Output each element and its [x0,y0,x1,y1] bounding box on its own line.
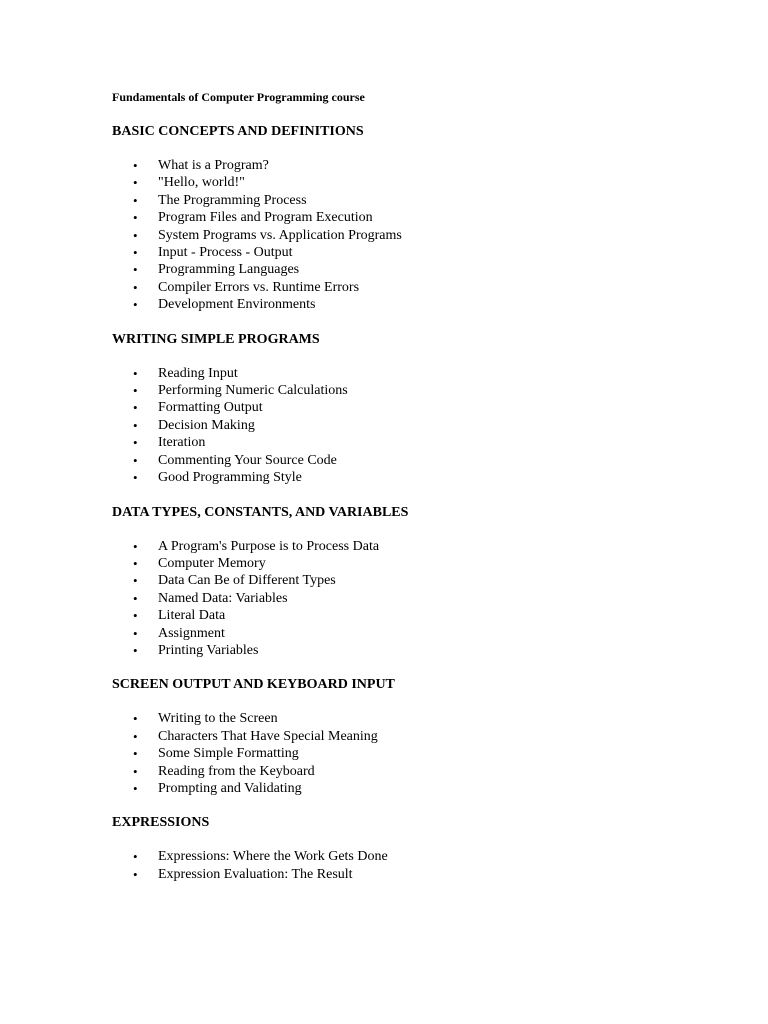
list-item [112,209,732,226]
section-heading: DATA TYPES, CONSTANTS, AND VARIABLES [112,504,409,520]
list-item [112,227,732,244]
bullet-icon: • [133,417,138,433]
list-item-text: Computer Memory [158,555,266,571]
list-item [112,763,732,780]
list-item-text: The Programming Process [158,192,307,208]
bullet-list [112,848,732,883]
list-item-text: Data Can Be of Different Types [158,573,336,589]
bullet-icon: • [133,297,138,313]
section-heading: BASIC CONCEPTS AND DEFINITIONS [112,124,364,139]
bullet-icon: • [133,555,138,571]
section-container [112,123,732,883]
list-item [112,399,732,416]
list-item-text: Reading Input [158,365,238,381]
list-item [112,434,732,451]
list-item-text: Formatting Output [158,400,263,416]
list-item-text: Performing Numeric Calculations [158,383,348,399]
list-item [112,452,732,469]
bullet-icon: • [133,746,138,762]
list-item-text: Prompting and Validating [158,780,302,796]
bullet-icon: • [133,452,138,468]
list-item-text: Programming Languages [158,262,300,278]
section-heading: WRITING SIMPLE PROGRAMS [112,331,320,347]
bullet-icon: • [133,642,138,658]
list-item [112,848,732,865]
section [112,123,732,314]
section [112,676,732,797]
list-item [112,192,732,209]
list-item [112,157,732,174]
list-item-text: "Hello, world!" [158,175,245,191]
list-item [112,555,732,572]
bullet-list [112,157,732,314]
bullet-icon: • [133,866,138,882]
bullet-icon: • [133,711,138,727]
section [112,814,732,883]
list-item [112,710,732,727]
list-item-text: What is a Program? [158,158,269,173]
list-item-text: System Programs vs. Application Programs [158,227,402,243]
bullet-icon: • [133,279,138,295]
bullet-icon: • [133,780,138,796]
section [112,331,732,487]
bullet-list [112,538,732,660]
list-item-text: Writing to the Screen [158,711,278,727]
list-item-text: Named Data: Variables [158,590,288,606]
section-heading: EXPRESSIONS [112,815,210,831]
list-item [112,625,732,642]
bullet-list [112,710,732,797]
document-page [112,89,732,900]
document-title: Fundamentals of Computer Programming course [112,90,365,104]
bullet-icon: • [133,573,138,589]
list-item-text: Some Simple Formatting [158,746,299,762]
bullet-icon: • [133,538,138,554]
list-item [112,296,732,313]
bullet-icon: • [133,400,138,416]
list-item [112,261,732,278]
list-item [112,382,732,399]
bullet-icon: • [133,262,138,278]
bullet-icon: • [133,365,138,381]
list-item-text: Development Environments [158,297,316,313]
bullet-list [112,365,732,487]
list-item-text: Good Programming Style [158,470,302,486]
list-item [112,745,732,762]
list-item-text: Assignment [158,625,225,641]
list-item [112,590,732,607]
bullet-icon: • [133,470,138,486]
list-item [112,174,732,191]
list-item [112,780,732,797]
list-item-text: Decision Making [158,417,255,433]
bullet-icon: • [133,210,138,226]
bullet-icon: • [133,158,138,173]
bullet-icon: • [133,608,138,624]
bullet-icon: • [133,849,138,865]
list-item [112,728,732,745]
list-item [112,538,732,555]
list-item [112,279,732,296]
list-item [112,244,732,261]
list-item-text: Input - Process - Output [158,245,293,261]
bullet-icon: • [133,245,138,261]
bullet-icon: • [133,763,138,779]
list-item-text: Expressions: Where the Work Gets Done [158,849,388,865]
list-item [112,572,732,589]
bullet-icon: • [133,728,138,744]
list-item [112,607,732,624]
bullet-icon: • [133,175,138,191]
list-item-text: Printing Variables [158,642,259,658]
list-item-text: Literal Data [158,608,226,624]
section [112,504,732,660]
list-item [112,417,732,434]
bullet-icon: • [133,192,138,208]
bullet-icon: • [133,227,138,243]
list-item-text: Program Files and Program Execution [158,210,373,226]
section-heading: SCREEN OUTPUT AND KEYBOARD INPUT [112,677,395,693]
bullet-icon: • [133,435,138,451]
list-item-text: Expression Evaluation: The Result [158,866,353,882]
list-item [112,365,732,382]
bullet-icon: • [133,383,138,399]
list-item [112,866,732,883]
list-item-text: Characters That Have Special Meaning [158,728,378,744]
bullet-icon: • [133,625,138,641]
bullet-icon: • [133,590,138,606]
list-item-text: Compiler Errors vs. Runtime Errors [158,279,360,295]
list-item [112,642,732,659]
list-item-text: Commenting Your Source Code [158,452,337,468]
list-item-text: Reading from the Keyboard [158,763,315,779]
list-item-text: A Program's Purpose is to Process Data [158,538,380,554]
list-item [112,469,732,486]
list-item-text: Iteration [158,435,206,451]
